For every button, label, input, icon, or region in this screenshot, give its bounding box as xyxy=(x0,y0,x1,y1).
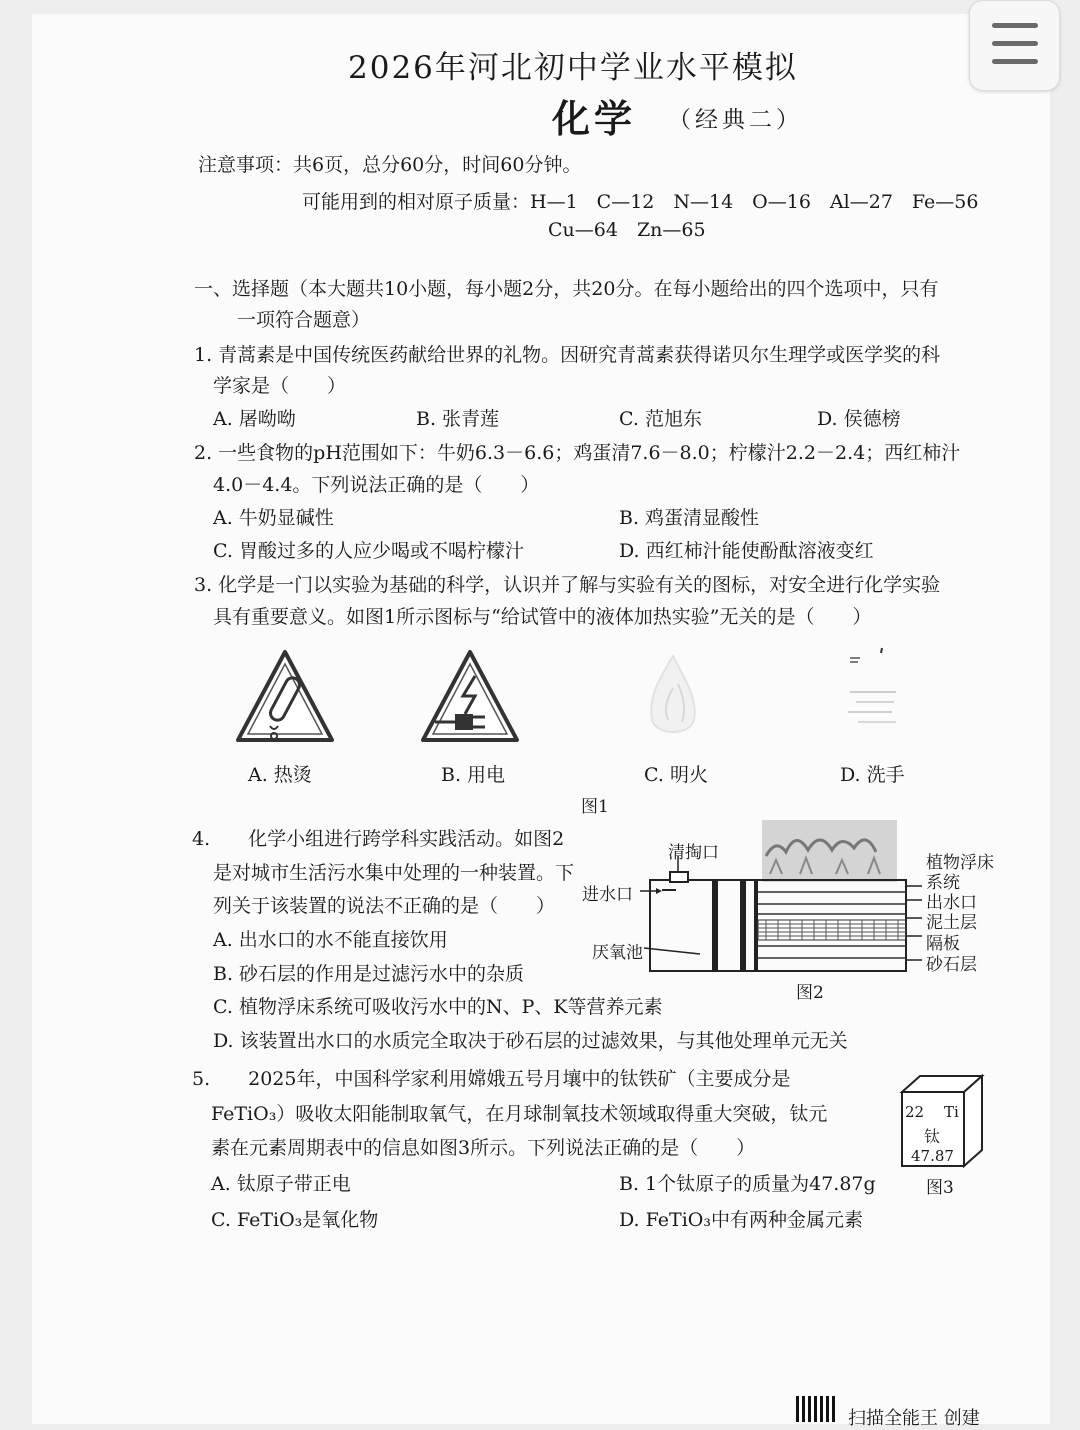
exam-edition: （经典二） xyxy=(668,107,803,133)
question-1-line-1: 1. 青蒿素是中国传统医药献给世界的礼物。因研究青蒿素获得诺贝尔生理学或医学奖的科 xyxy=(194,344,941,366)
notice-line-1: 注意事项：共6页，总分60分，时间60分钟。 xyxy=(198,154,582,176)
label-soil-layer: 泥土层 xyxy=(926,913,977,933)
notice-line-3: Cu—64 Zn—65 xyxy=(548,219,706,241)
q4-option-c: C. 植物浮床系统可吸收污水中的N、P、K等营养元素 xyxy=(213,996,663,1018)
question-1-line-2: 学家是（ ） xyxy=(213,375,347,397)
q1-option-a: A. 屠呦呦 xyxy=(213,408,296,430)
figure-1-caption: 图1 xyxy=(581,797,609,817)
q2-option-d: D. 西红柿汁能使酚酞溶液变红 xyxy=(619,540,874,562)
label-plant-bed-1: 植物浮床 xyxy=(926,853,994,873)
fig1-label-c: C. 明火 xyxy=(644,764,708,786)
q5-option-b: B. 1个钛原子的质量为47.87g xyxy=(619,1173,876,1195)
figure-3-caption: 图3 xyxy=(926,1178,954,1198)
scanner-watermark: 扫描全能王 创建 xyxy=(848,1408,980,1429)
q1-option-b: B. 张青莲 xyxy=(416,408,500,430)
q2-option-c: C. 胃酸过多的人应少喝或不喝柠檬汁 xyxy=(213,540,524,562)
qr-code-icon xyxy=(796,1396,836,1422)
question-4-line-1: 4. 化学小组进行跨学科实践活动。如图2 xyxy=(192,828,565,850)
label-gravel-layer: 砂石层 xyxy=(926,955,977,975)
element-atomic-mass: 47.87 xyxy=(911,1147,954,1165)
label-inlet: 进水口 xyxy=(582,885,633,905)
question-2-line-1: 2. 一些食物的pH范围如下：牛奶6.3－6.6；鸡蛋清7.6－8.0；柠檬汁2.2－2.4；西红柿汁 xyxy=(194,442,961,464)
question-5-line-3: 素在元素周期表中的信息如图3所示。下列说法正确的是（ ） xyxy=(211,1137,756,1159)
element-atomic-number: 22 xyxy=(905,1103,925,1121)
section-heading-2: 一项符合题意） xyxy=(237,309,371,331)
element-name: 钛 xyxy=(924,1127,941,1146)
exam-subject: 化学 xyxy=(552,96,637,141)
label-plant-bed-2: 系统 xyxy=(926,873,960,893)
exam-title: 2026年河北初中学业水平模拟 xyxy=(348,50,798,86)
question-5-line-2: FeTiO₃）吸收太阳能制取氧气，在月球制氧技术领域取得重大突破，钛元 xyxy=(211,1103,828,1125)
fig1-label-b: B. 用电 xyxy=(441,764,506,786)
q5-option-c: C. FeTiO₃是氧化物 xyxy=(211,1209,379,1231)
question-3-line-2: 具有重要意义。如图1所示图标与“给试管中的液体加热实验”无关的是（ ） xyxy=(213,606,872,628)
q4-option-b: B. 砂石层的作用是过滤污水中的杂质 xyxy=(213,963,525,985)
fig1-label-a: A. 热烫 xyxy=(248,764,312,786)
q4-option-a: A. 出水口的水不能直接饮用 xyxy=(213,929,448,951)
q2-option-a: A. 牛奶显碱性 xyxy=(213,507,334,529)
question-4-line-3: 列关于该装置的说法不正确的是（ ） xyxy=(213,895,556,917)
label-outlet: 出水口 xyxy=(926,893,977,913)
label-anaerobic-tank: 厌氧池 xyxy=(592,943,643,963)
question-5-line-1: 5. 2025年，中国科学家利用嫦娥五号月壤中的钛铁矿（主要成分是 xyxy=(192,1068,791,1090)
question-3-line-1: 3. 化学是一门以实验为基础的科学，认识并了解与实验有关的图标，对安全进行化学实验 xyxy=(194,574,941,596)
electricity-icon xyxy=(417,646,523,746)
wash-hands-icon xyxy=(836,646,916,738)
q5-option-d: D. FeTiO₃中有两种金属元素 xyxy=(619,1209,863,1231)
q1-option-d: D. 侯德榜 xyxy=(817,408,901,430)
question-4-line-2: 是对城市生活污水集中处理的一种装置。下 xyxy=(213,862,575,884)
figure-2-caption: 图2 xyxy=(796,983,824,1003)
notice-line-2: 可能用到的相对原子质量：H—1 C—12 N—14 O—16 Al—27 Fe—56 xyxy=(302,191,979,213)
fig1-label-d: D. 洗手 xyxy=(840,764,905,786)
q1-option-c: C. 范旭东 xyxy=(619,408,702,430)
q2-option-b: B. 鸡蛋清显酸性 xyxy=(619,507,760,529)
question-2-line-2: 4.0－4.4。下列说法正确的是（ ） xyxy=(213,474,540,496)
q4-option-d: D. 该装置出水口的水质完全取决于砂石层的过滤效果，与其他处理单元无关 xyxy=(213,1030,848,1052)
menu-button[interactable] xyxy=(969,0,1060,91)
q5-option-a: A. 钛原子带正电 xyxy=(211,1173,351,1195)
section-heading-1: 一、选择题（本大题共10小题，每小题2分，共20分。在每小题给出的四个选项中，只有 xyxy=(194,278,939,300)
label-partition: 隔板 xyxy=(926,934,960,954)
flame-icon xyxy=(630,648,716,744)
element-symbol: Ti xyxy=(944,1103,959,1121)
label-clean-port: 清掏口 xyxy=(668,843,719,863)
hot-tube-icon xyxy=(232,646,338,746)
